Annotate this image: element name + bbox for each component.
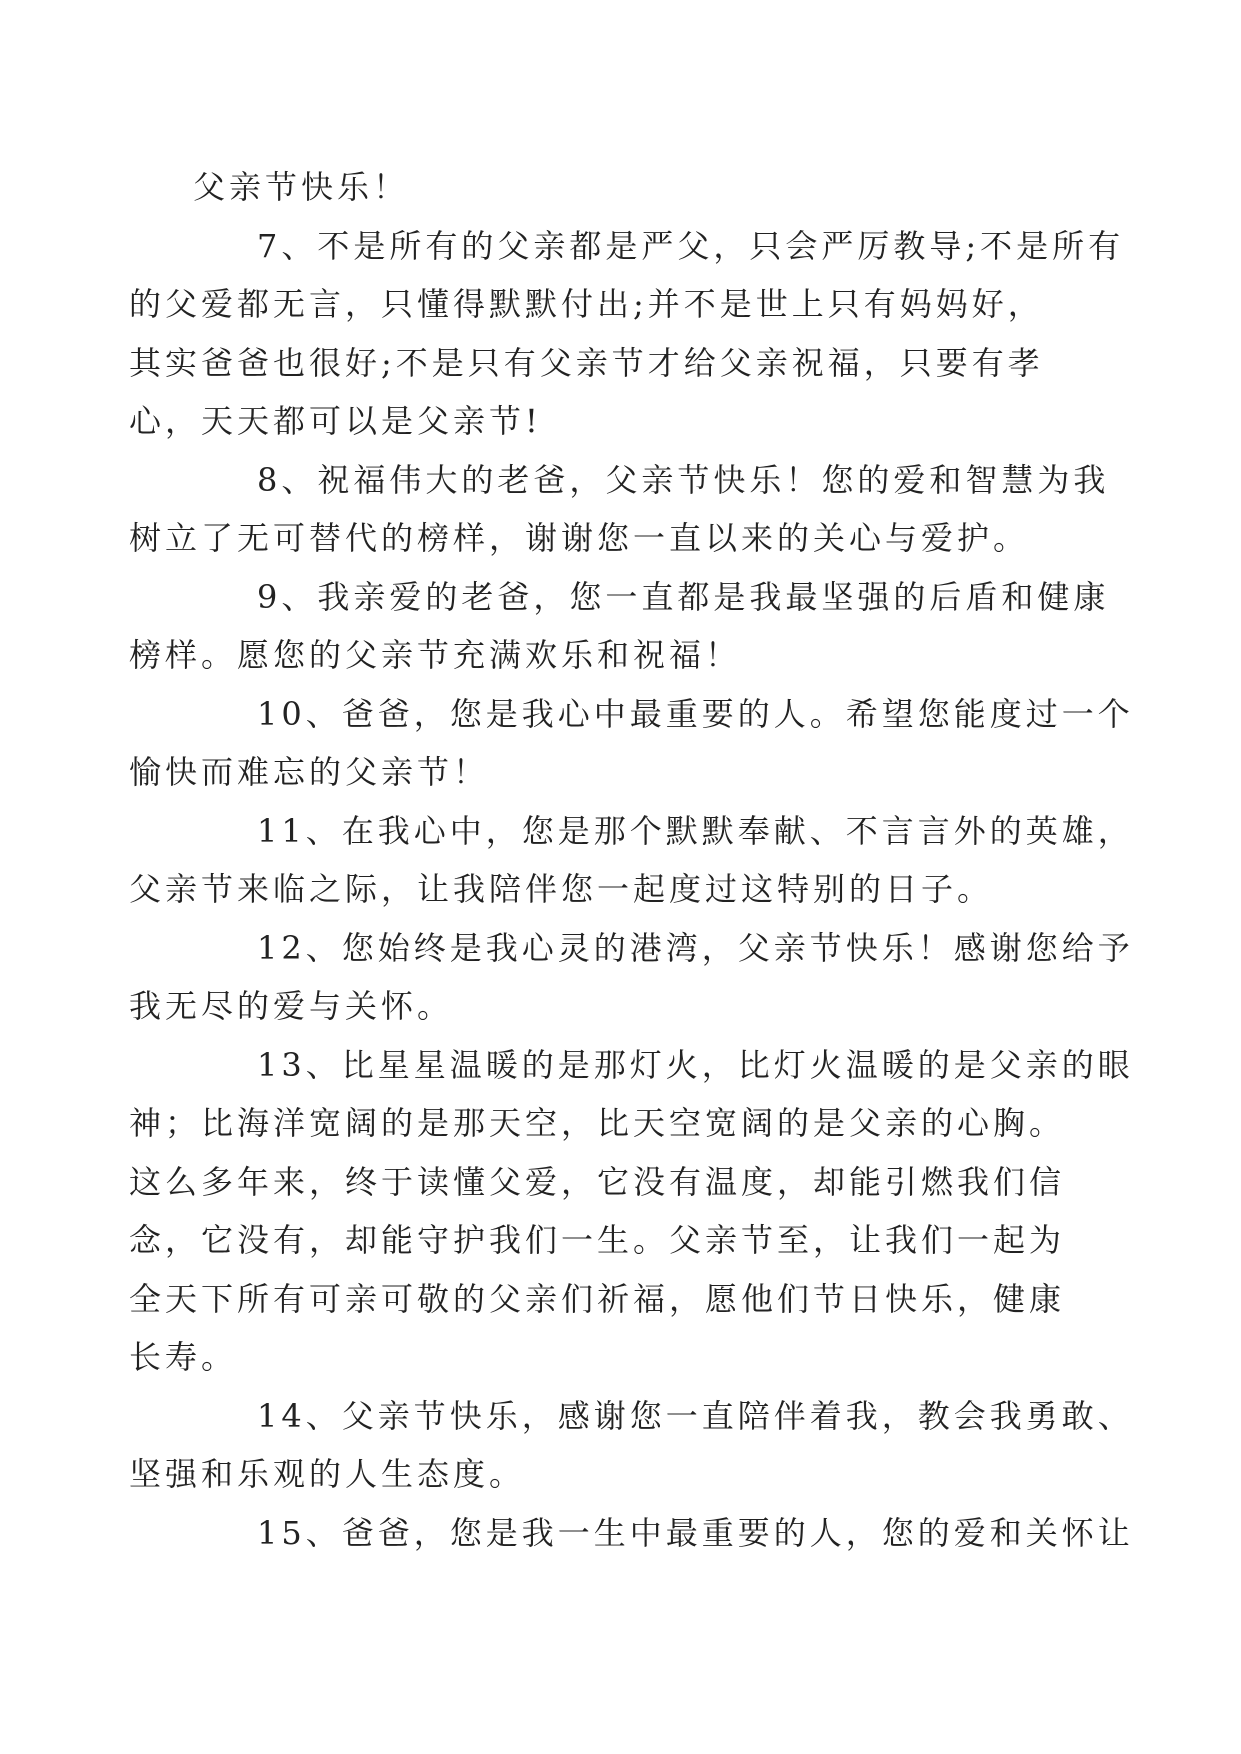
- text-line: 神；比海洋宽阔的是那天空，比天空宽阔的是父亲的心胸。: [129, 1104, 1066, 1142]
- document-body: [129, 158, 1134, 1562]
- text-line: 念，它没有，却能守护我们一生。父亲节至，让我们一起为: [129, 1221, 1066, 1259]
- paragraph-8: [129, 451, 1110, 568]
- paragraph-11: [129, 802, 1134, 919]
- text-line: 12、您始终是我心灵的港湾，父亲节快乐！感谢您给予: [257, 928, 1134, 967]
- paragraph-7: [129, 217, 1125, 451]
- text-line: 愉快而难忘的父亲节！: [129, 753, 490, 791]
- text-line: 坚强和乐观的人生态度。: [129, 1455, 526, 1493]
- text-line: 14、父亲节快乐，感谢您一直陪伴着我，教会我勇敢、: [257, 1396, 1134, 1435]
- text-line: 15、爸爸，您是我一生中最重要的人，您的爱和关怀让: [257, 1513, 1134, 1552]
- paragraph-14: [129, 1387, 1134, 1504]
- text-line: 长寿。: [129, 1338, 238, 1376]
- paragraph-continuation: [193, 158, 1053, 217]
- text-line: 父亲节来临之际，让我陪伴您一起度过这特别的日子。: [129, 870, 994, 908]
- text-line: 11、在我心中，您是那个默默奉献、不言言外的英雄，: [257, 811, 1134, 850]
- text-line: 全天下所有可亲可敬的父亲们祈福，愿他们节日快乐，健康: [129, 1279, 1066, 1318]
- text-line: 父亲节快乐！: [193, 168, 410, 206]
- text-line: 8、祝福伟大的老爸，父亲节快乐！您的爱和智慧为我: [257, 460, 1110, 499]
- paragraph-12: [129, 919, 1134, 1036]
- text-line: 心，天天都可以是父亲节!: [129, 402, 542, 440]
- text-line: 这么多年来，终于读懂父爱，它没有温度，却能引燃我们信: [129, 1162, 1066, 1201]
- paragraph-15: [193, 1504, 1134, 1563]
- paragraph-13: [129, 1036, 1134, 1387]
- text-line: 的父爱都无言，只懂得默默付出;并不是世上只有妈妈好，: [129, 285, 1044, 323]
- text-line: 我无尽的爱与关怀。: [129, 987, 454, 1025]
- paragraph-10: [129, 685, 1134, 802]
- text-line: 10、爸爸，您是我心中最重要的人。希望您能度过一个: [257, 694, 1134, 733]
- text-line: 其实爸爸也很好;不是只有父亲节才给父亲祝福，只要有孝: [129, 343, 1044, 382]
- text-line: 9、我亲爱的老爸，您一直都是我最坚强的后盾和健康: [257, 577, 1110, 616]
- text-line: 13、比星星温暖的是那灯火，比灯火温暖的是父亲的眼: [257, 1045, 1134, 1084]
- paragraph-9: [129, 568, 1110, 685]
- text-line: 7、不是所有的父亲都是严父，只会严厉教导;不是所有: [257, 226, 1125, 265]
- text-line: 树立了无可替代的榜样，谢谢您一直以来的关心与爱护。: [129, 519, 1030, 557]
- text-line: 榜样。愿您的父亲节充满欢乐和祝福！: [129, 636, 742, 674]
